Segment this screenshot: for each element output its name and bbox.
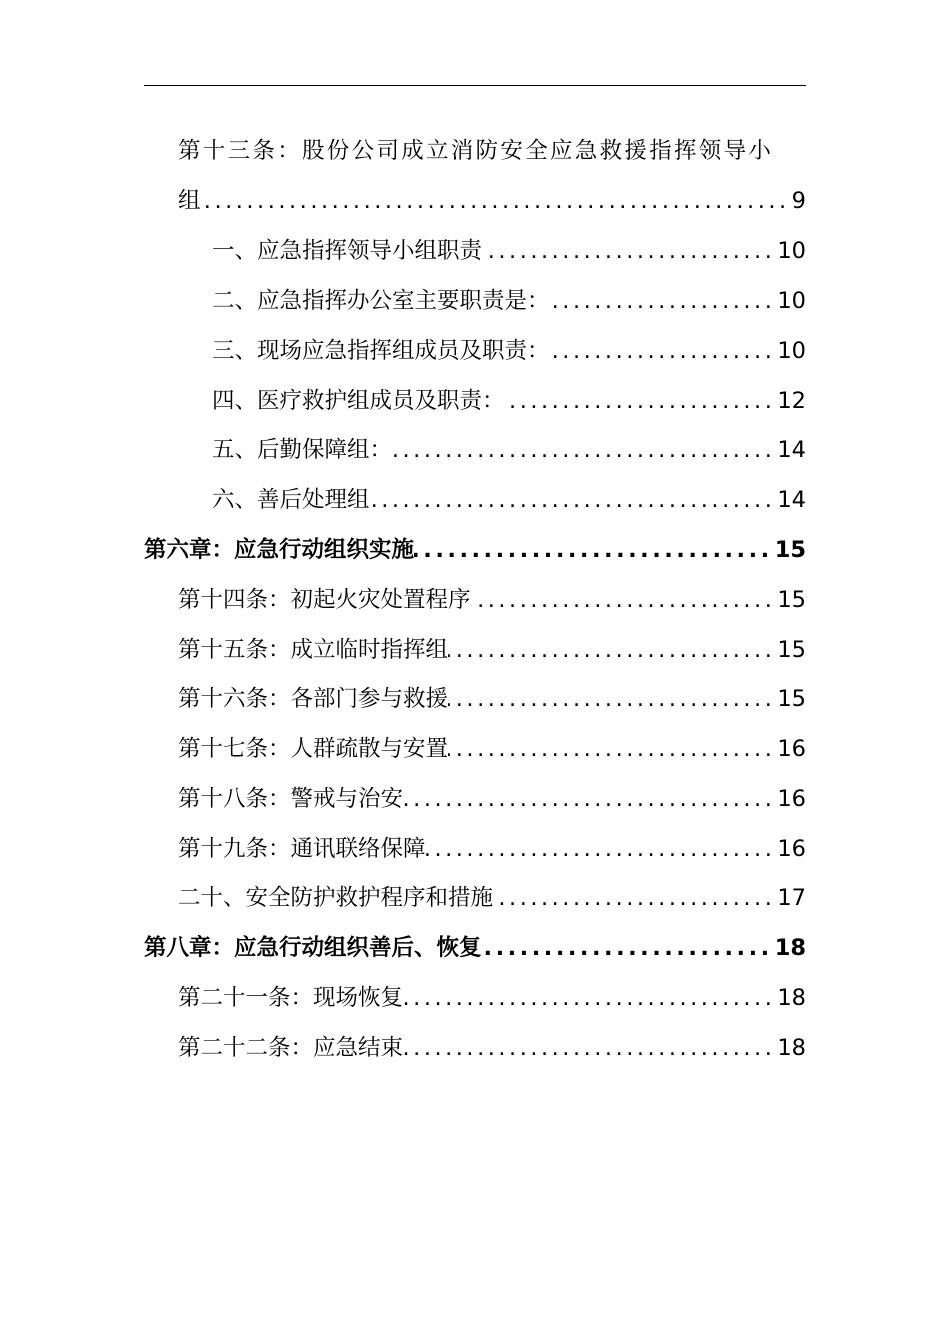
toc-page-number: 14 xyxy=(777,437,806,463)
toc-entry[interactable] xyxy=(178,829,806,869)
toc-entry-title: 二、应急指挥办公室主要职责是： xyxy=(212,288,550,314)
toc-page-number: 10 xyxy=(777,238,806,264)
toc-entry[interactable] xyxy=(212,381,806,421)
toc-entry[interactable] xyxy=(178,779,806,819)
toc-entry-title: 二十、安全防护救护程序和措施 xyxy=(178,885,494,911)
header-rule xyxy=(144,85,806,86)
toc-entry-title: 第十四条：初起火灾处置程序 xyxy=(178,587,471,613)
dot-leader xyxy=(550,281,776,321)
dot-leader xyxy=(392,430,775,470)
dot-leader xyxy=(403,978,775,1018)
dot-leader xyxy=(403,1028,775,1068)
toc-page-number: 9 xyxy=(791,188,806,214)
toc-page-number: 10 xyxy=(777,338,806,364)
toc-entry-title: 第二十一条：现场恢复 xyxy=(178,985,404,1011)
toc-page-number: 18 xyxy=(777,1035,806,1061)
toc-chapter[interactable] xyxy=(144,928,806,968)
dot-leader xyxy=(448,679,775,719)
dot-leader xyxy=(448,630,775,670)
toc-page-number: 16 xyxy=(777,786,806,812)
toc-entry-title: 第十七条：人群疏散与安置 xyxy=(178,736,449,762)
toc-entry-13-line2[interactable] xyxy=(178,181,806,221)
dot-leader xyxy=(414,530,773,570)
toc-entry-title: 第十六条：各部门参与救援 xyxy=(178,686,449,712)
toc-chapter-title: 第八章：应急行动组织善后、恢复 xyxy=(144,935,482,961)
toc-entry-title: 第十八条：警戒与治安 xyxy=(178,786,404,812)
toc-entry-title: 第十五条：成立临时指挥组 xyxy=(178,637,449,663)
toc-page-number: 16 xyxy=(777,836,806,862)
toc-entry-title: 一、应急指挥领导小组职责 xyxy=(212,238,483,264)
dot-leader xyxy=(505,381,776,421)
toc-page-number: 14 xyxy=(777,487,806,513)
toc-entry-title: 四、医疗救护组成员及职责： xyxy=(212,388,505,414)
toc-entry[interactable] xyxy=(178,978,806,1018)
toc-entry-title: 三、现场应急指挥组成员及职责： xyxy=(212,338,550,364)
toc-page-number: 18 xyxy=(774,935,806,961)
toc-page-number: 15 xyxy=(777,686,806,712)
toc-entry[interactable] xyxy=(178,729,806,769)
toc-entry[interactable] xyxy=(178,679,806,719)
dot-leader xyxy=(493,878,775,918)
toc-entry[interactable] xyxy=(212,331,806,371)
toc-page-number: 16 xyxy=(777,736,806,762)
dot-leader xyxy=(201,181,790,221)
toc-entry-title: 组 xyxy=(178,188,201,214)
toc-page-number: 15 xyxy=(777,637,806,663)
toc-entry-13-line1[interactable]: 第十三条：股份公司成立消防安全应急救援指挥领导小 xyxy=(178,138,774,164)
toc-entry[interactable] xyxy=(178,878,806,918)
toc-entry-title: 五、后勤保障组： xyxy=(212,437,393,463)
toc-page-number: 10 xyxy=(777,288,806,314)
toc-chapter-title: 第六章：应急行动组织实施 xyxy=(144,537,415,563)
dot-leader xyxy=(403,779,775,819)
toc-page-number: 17 xyxy=(777,885,806,911)
toc-entry[interactable] xyxy=(178,630,806,670)
dot-leader xyxy=(482,231,775,271)
toc-entry[interactable] xyxy=(212,231,806,271)
dot-leader xyxy=(448,729,775,769)
toc-entry[interactable] xyxy=(212,281,806,321)
toc-page-number: 18 xyxy=(777,985,806,1011)
dot-leader xyxy=(426,829,776,869)
toc-entry[interactable] xyxy=(212,480,806,520)
toc-entry[interactable] xyxy=(178,1028,806,1068)
toc-page-number: 15 xyxy=(777,587,806,613)
dot-leader xyxy=(471,580,776,620)
toc-entry-title: 六、善后处理组 xyxy=(212,487,370,513)
toc-chapter[interactable] xyxy=(144,530,806,570)
toc-entry[interactable] xyxy=(212,430,806,470)
toc-entry-title: 第十九条：通讯联络保障 xyxy=(178,836,426,862)
toc-page-number: 15 xyxy=(774,537,806,563)
toc-entry[interactable] xyxy=(178,580,806,620)
dot-leader xyxy=(482,928,773,968)
dot-leader xyxy=(370,480,776,520)
toc-entry-title: 第二十二条：应急结束 xyxy=(178,1035,404,1061)
dot-leader xyxy=(550,331,776,371)
toc-page-number: 12 xyxy=(777,388,806,414)
